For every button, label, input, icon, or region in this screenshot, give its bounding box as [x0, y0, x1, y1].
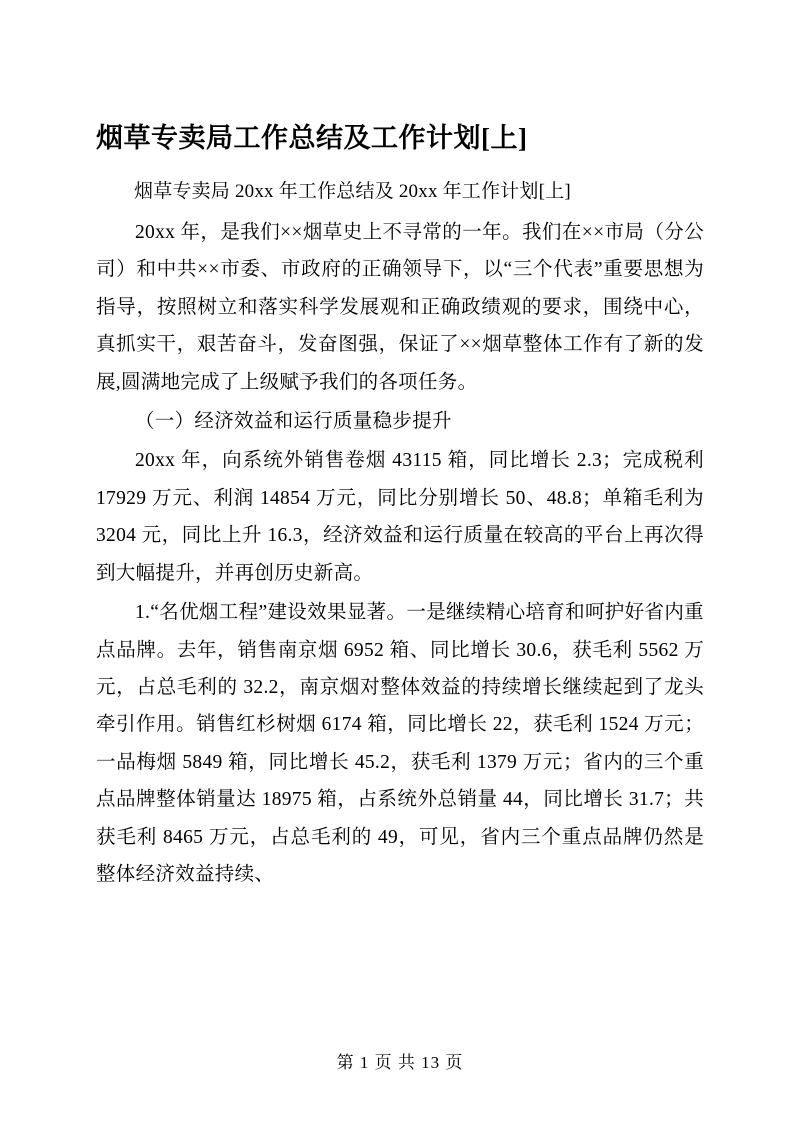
document-subtitle: 烟草专卖局 20xx 年工作总结及 20xx 年工作计划[上]: [134, 180, 571, 202]
document-body: [96, 118, 704, 896]
paragraph: 20xx 年，向系统外销售卷烟 43115 箱，同比增长 2.3；完成税利 17929 万元、利润 14854 万元，同比分别增长 50、48.8；单箱毛利为 3204 元，同比上升 16.3，经济效益和运行质量在较高的平台上再次得到大幅提升，并再创历史新高。: [96, 450, 704, 584]
paragraph: 20xx 年，是我们××烟草史上不寻常的一年。我们在××市局（分公司）和中共××市委、市政府的正确领导下，以“三个代表”重要思想为指导，按照树立和落实科学发展观和正确政绩观的要求，围绕中心，真抓实干，艰苦奋斗，发奋图强，保证了××烟草整体工作有了新的发展,圆满地完成了上级赋予我们的各项任务。: [96, 221, 704, 393]
section-heading: （一）经济效益和运行质量稳步提升: [135, 410, 452, 432]
paragraph: 1.“名优烟工程”建设效果显著。一是继续精心培育和呵护好省内重点品牌。去年，销售南京烟 6952 箱、同比增长 30.6，获毛利 5562 万元，占总毛利的 32.2，南京烟对整体效益的持续增长继续起到了龙头牵引作用。销售红杉树烟 6174 箱，同比增长 22，获毛利 1524 万元；一品梅烟 5849 箱，同比增长 45.2，获毛利 1379 万元；省内的三个重点品牌整体销量达 18975 箱，占系统外总销量 44，同比增长 31.7；共获毛利 8465 万元，占总毛利的 49，可见，省内三个重点品牌仍然是整体经济效益持续、: [96, 602, 704, 886]
page-title: 烟草专卖局工作总结及工作计划[上]: [96, 123, 528, 153]
page-footer: 第 1 页 共 13 页: [336, 1053, 464, 1072]
